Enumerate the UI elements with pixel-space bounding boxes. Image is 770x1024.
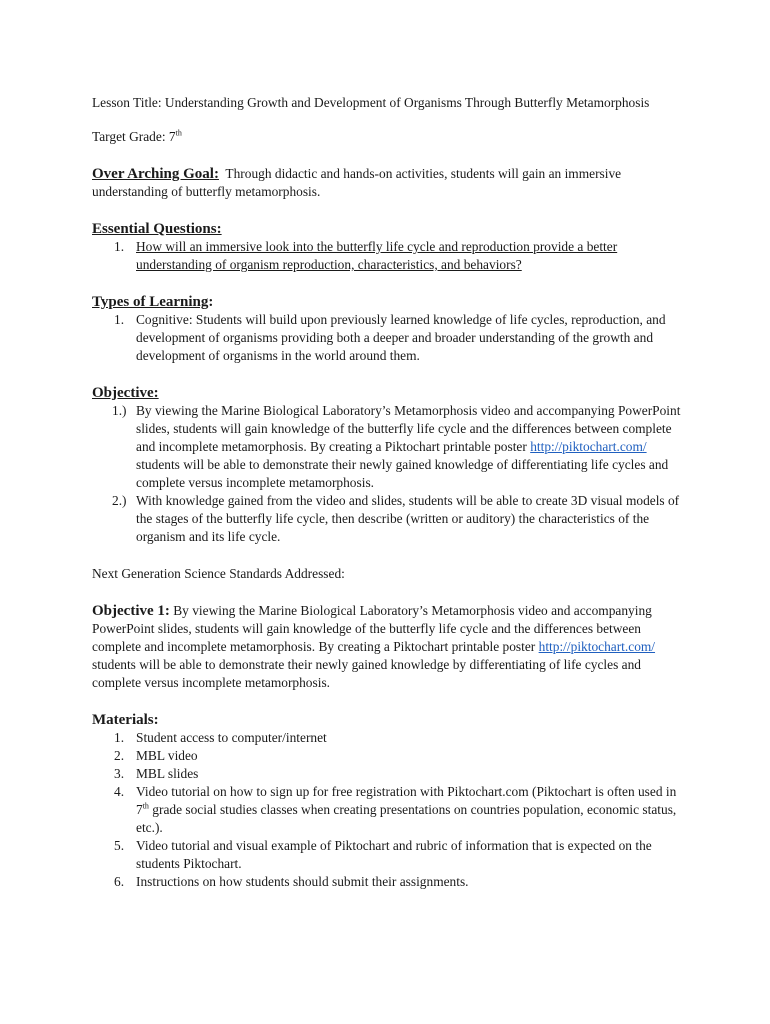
list-number: 3. <box>114 766 125 781</box>
essential-questions-heading: Essential Questions: <box>92 221 222 237</box>
objective-1-text-before: By viewing the Marine Biological Laboratory’s Metamorphosis video and accompanying PowerPoint slides, students will gain knowledge of the butterfly life cycle and the differences between complete and incomplete metamorphosis. By creating a Piktochart printable poster <box>136 403 681 454</box>
materials-heading: Materials: <box>92 712 159 728</box>
material-text: Video tutorial and visual example of Piktochart and rubric of information that is expected on the students Piktochart. <box>136 838 652 871</box>
list-number: 5. <box>114 838 125 853</box>
learning-type-text: Cognitive: Students will build upon previously learned knowledge of life cycles, reproduction, and development of organisms providing both a deeper and broader understanding of the growth and development of organisms in the world around them. <box>136 312 666 363</box>
material-text: MBL slides <box>136 766 199 781</box>
list-item <box>92 837 692 873</box>
material-text: Student access to computer/internet <box>136 730 327 745</box>
objective-1-heading: Objective 1: <box>92 603 170 619</box>
list-number: 1. <box>114 730 125 745</box>
list-item <box>92 783 692 837</box>
objective-2-text: With knowledge gained from the video and slides, students will be able to create 3D visual models of the stages of the butterfly life cycle, then describe (written or auditory) the characteristics of the organism and its life cycle. <box>136 493 680 544</box>
ngss-heading: Next Generation Science Standards Addressed: <box>92 566 345 581</box>
list-number: 4. <box>114 784 125 799</box>
objective-1-paragraph-before: By viewing the Marine Biological Laboratory’s Metamorphosis video and accompanying PowerPoint slides, students will gain knowledge of the butterfly life cycle and the differences between complete and incomplete metamorphosis. By creating a Piktochart printable poster <box>92 603 652 654</box>
list-number: 2.) <box>112 493 127 508</box>
list-number: 1.) <box>112 403 127 418</box>
lesson-title: Lesson Title: Understanding Growth and Development of Organisms Through Butterfly Metamorphosis <box>92 95 650 110</box>
list-item <box>92 311 692 365</box>
target-grade-superscript: th <box>175 128 182 138</box>
overarching-goal <box>92 165 692 201</box>
list-item <box>92 492 692 546</box>
essential-questions-list <box>92 238 692 274</box>
list-number: 1. <box>114 239 125 254</box>
goal-text: Through didactic and hands-on activities, students will gain an immersive understanding of butterfly metamorphosis. <box>92 166 622 199</box>
target-grade-label: Target Grade: 7 <box>92 129 176 144</box>
objective-1-text-after: students will be able to demonstrate their newly gained knowledge of differentiating life cycles and complete versus incomplete metamorphosis. <box>136 457 669 490</box>
types-of-learning-list <box>92 311 692 365</box>
material-text: Instructions on how students should submit their assignments. <box>136 874 469 889</box>
essential-question-text: How will an immersive look into the butterfly life cycle and reproduction provide a better understanding of organism reproduction, characteristics, and behaviors? <box>136 239 618 272</box>
types-of-learning-heading <box>92 293 692 311</box>
piktochart-link[interactable]: http://piktochart.com/ <box>530 439 647 454</box>
material-text: grade social studies classes when creating presentations on countries population, economic status, etc.). <box>136 802 677 835</box>
objective-1-paragraph <box>92 602 692 692</box>
material-text: Video tutorial on how to sign up for free registration with Piktochart.com (Piktochart is often used in 7 <box>136 784 677 817</box>
list-item <box>92 873 692 891</box>
list-item <box>92 238 692 274</box>
types-of-learning-title: Types of Learning <box>92 294 209 310</box>
types-of-learning-colon: : <box>208 294 214 310</box>
list-item <box>92 765 692 783</box>
objective-list <box>92 402 692 546</box>
material-text: MBL video <box>136 748 198 763</box>
piktochart-link[interactable]: http://piktochart.com/ <box>538 639 656 654</box>
list-number: 6. <box>114 874 125 889</box>
objective-heading: Objective: <box>92 385 159 401</box>
list-item <box>92 729 692 747</box>
list-item <box>92 402 692 492</box>
list-number: 2. <box>114 748 125 763</box>
material-superscript: th <box>142 801 149 811</box>
materials-list <box>92 729 692 891</box>
target-grade <box>92 128 692 146</box>
list-number: 1. <box>114 312 125 327</box>
lesson-plan-document <box>92 94 692 891</box>
list-item <box>92 747 692 765</box>
objective-1-paragraph-after: students will be able to demonstrate their newly gained knowledge by differentiating of life cycles and complete versus incomplete metamorphosis. <box>92 657 641 690</box>
goal-heading: Over Arching Goal: <box>92 166 219 182</box>
